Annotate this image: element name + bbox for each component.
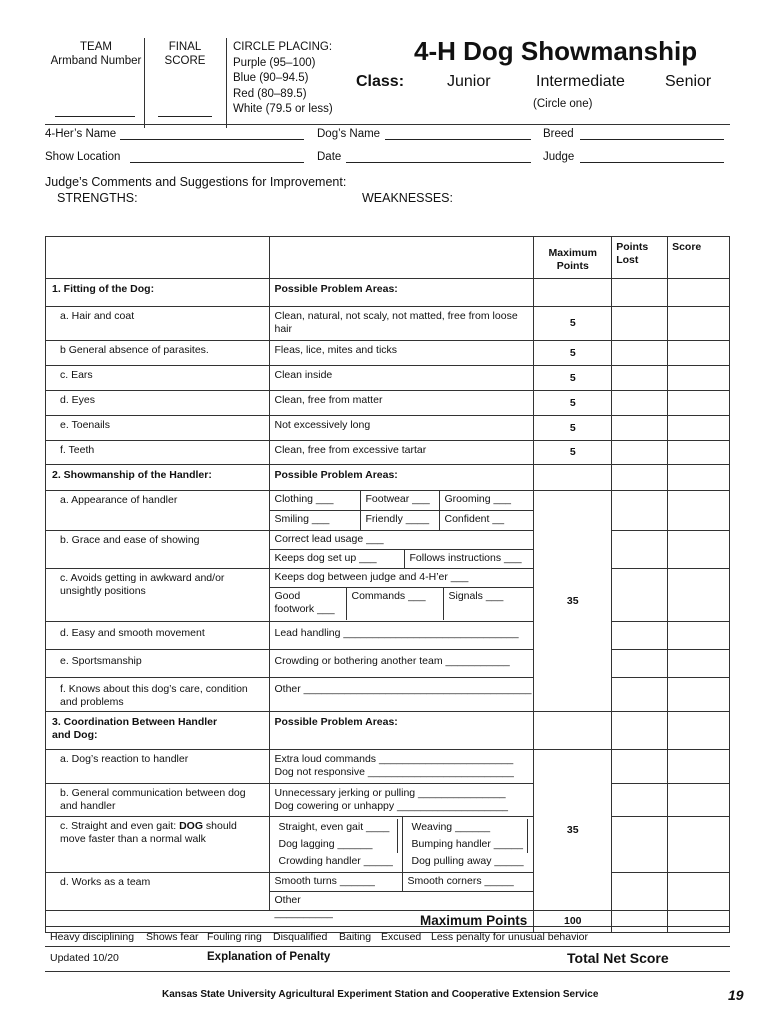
header-rule — [45, 124, 730, 125]
points-parasites: 5 — [534, 341, 612, 366]
problem-ears: Clean inside — [270, 366, 534, 391]
col-score: Score — [668, 237, 730, 279]
score-cell[interactable] — [668, 416, 730, 441]
team-smooth-corners[interactable]: Smooth corners _____ — [407, 875, 514, 887]
score-cell[interactable] — [668, 678, 730, 712]
breed-field[interactable] — [580, 139, 724, 140]
lost-cell[interactable] — [612, 441, 668, 465]
item-teeth: f. Teeth — [46, 441, 270, 465]
problem-dog-reaction — [270, 750, 534, 784]
section-3-problems: Possible Problem Areas: — [270, 712, 534, 750]
score-cell[interactable] — [668, 441, 730, 465]
lost-cell[interactable] — [612, 531, 668, 569]
col-max-points: Maximum Points — [534, 237, 612, 279]
avoids-between-judge[interactable]: Keeps dog between judge and 4-H’er ___ — [274, 571, 469, 583]
lost-cell[interactable] — [612, 817, 668, 873]
grace-follows-instructions[interactable]: Follows instructions ___ — [409, 552, 522, 564]
appearance-grooming[interactable]: Grooming ___ — [444, 493, 512, 505]
date-label: Date — [317, 151, 342, 163]
item-eyes: d. Eyes — [46, 391, 270, 416]
section-1-title: 1. Fitting of the Dog: — [46, 279, 270, 307]
circle-placing-title: CIRCLE PLACING: — [233, 41, 333, 53]
item-sportsmanship: e. Sportsmanship — [46, 650, 270, 678]
gait-text-post: should move faster than a normal walk — [60, 820, 237, 845]
points-ears: 5 — [534, 366, 612, 391]
lost-cell[interactable] — [612, 622, 668, 650]
total-net-score-label: Total Net Score — [567, 950, 669, 966]
appearance-smiling[interactable]: Smiling ___ — [270, 511, 361, 530]
team-smooth-turns[interactable]: Smooth turns ______ — [270, 873, 403, 891]
placing-white: White (79.5 or less) — [233, 103, 333, 115]
class-junior[interactable]: Junior — [447, 73, 491, 90]
lost-cell[interactable] — [612, 366, 668, 391]
section-2-title: 2. Showmanship of the Handler: — [46, 465, 270, 491]
class-label: Class: — [356, 73, 405, 90]
judge-field[interactable] — [580, 162, 724, 163]
avoids-signals[interactable]: Signals ___ — [448, 590, 504, 602]
problem-parasites: Fleas, lice, mites and ticks — [270, 341, 534, 366]
blank-cell — [46, 237, 270, 279]
dog-name-field[interactable] — [385, 139, 531, 140]
item-straight-gait — [46, 817, 270, 873]
avoids-good-footwork[interactable]: Good footwork ___ — [270, 588, 347, 620]
score-cell[interactable] — [668, 873, 730, 911]
section-2-problems: Possible Problem Areas: — [270, 465, 534, 491]
class-senior[interactable]: Senior — [665, 73, 712, 90]
lost-cell[interactable] — [612, 873, 668, 911]
penalty-fear: Shows fear — [146, 931, 199, 943]
points-toenails: 5 — [534, 416, 612, 441]
final-score-line[interactable] — [158, 116, 212, 117]
appearance-friendly[interactable]: Friendly ____ — [361, 511, 440, 530]
score-cell[interactable] — [668, 750, 730, 784]
score-cell[interactable] — [668, 366, 730, 391]
score-cell[interactable] — [668, 531, 730, 569]
page-number: 19 — [728, 987, 744, 1003]
penalty-row — [45, 926, 730, 947]
blank-cell — [668, 465, 730, 491]
problem-communication — [270, 784, 534, 817]
score-cell[interactable] — [668, 784, 730, 817]
points-hair-coat: 5 — [534, 307, 612, 341]
comments-title: Judge’s Comments and Suggestions for Improvement: — [45, 175, 347, 189]
gait-text-bold: DOG — [179, 820, 203, 832]
max-points-label: Maximum Points — [46, 911, 534, 933]
section-3-title: 3. Coordination Between Handler and Dog: — [46, 712, 270, 750]
problem-other[interactable]: Other _______________________________________ — [270, 678, 534, 712]
lost-cell[interactable] — [612, 307, 668, 341]
blank-cell — [534, 712, 612, 750]
lost-cell[interactable] — [612, 569, 668, 622]
item-grace: b. Grace and ease of showing — [46, 531, 270, 569]
score-table — [45, 236, 730, 933]
problem-crowding[interactable]: Crowding or bothering another team ___________ — [270, 650, 534, 678]
lost-cell[interactable] — [612, 784, 668, 817]
lost-cell[interactable] — [612, 491, 668, 531]
final-score-block — [150, 40, 220, 68]
lost-cell[interactable] — [612, 678, 668, 712]
section-1-problems: Possible Problem Areas: — [270, 279, 534, 307]
penalty-less: Less penalty for unusual behavior — [431, 931, 589, 943]
item-appearance: a. Appearance of handler — [46, 491, 270, 531]
score-cell[interactable] — [668, 341, 730, 366]
blank-cell — [612, 465, 668, 491]
points-coordination: 35 — [534, 750, 612, 911]
lost-cell[interactable] — [612, 650, 668, 678]
points-showmanship: 35 — [534, 491, 612, 712]
team-other[interactable]: Other __________ — [274, 894, 333, 919]
team-label-block — [48, 40, 144, 68]
item-toenails: e. Toenails — [46, 416, 270, 441]
blank-cell — [612, 279, 668, 307]
armband-line[interactable] — [55, 116, 135, 117]
penalty-excused: Excused — [381, 931, 422, 943]
problem-appearance — [270, 491, 534, 531]
class-intermediate[interactable]: Intermediate — [536, 73, 625, 90]
gait-dog-pulling[interactable]: Dog pulling away _____ — [411, 855, 524, 867]
lost-cell[interactable] — [612, 416, 668, 441]
grace-keeps-set-up[interactable]: Keeps dog set up ___ — [270, 550, 405, 568]
score-cell[interactable] — [668, 622, 730, 650]
penalty-fouling: Fouling ring — [207, 931, 262, 943]
points-teeth: 5 — [534, 441, 612, 465]
reaction-loud-commands[interactable]: Extra loud commands _______________________ — [274, 753, 514, 765]
lost-cell[interactable] — [612, 391, 668, 416]
lost-cell[interactable] — [612, 750, 668, 784]
score-cell[interactable] — [668, 491, 730, 531]
gait-straight-even[interactable]: Straight, even gait ____ — [274, 819, 398, 836]
date-field[interactable] — [346, 162, 531, 163]
communication-jerking[interactable]: Unnecessary jerking or pulling _______________ — [274, 787, 506, 799]
blank-cell — [668, 712, 730, 750]
max-points-value: 100 — [534, 911, 612, 933]
appearance-confident[interactable]: Confident __ — [444, 513, 505, 525]
problem-lead-handling[interactable]: Lead handling ______________________________ — [270, 622, 534, 650]
problem-toenails: Not excessively long — [270, 416, 534, 441]
item-parasites: b General absence of parasites. — [46, 341, 270, 366]
item-avoids-awkward: c. Avoids getting in awkward and/or unsightly positions — [46, 569, 270, 622]
item-works-team: d. Works as a team — [46, 873, 270, 911]
divider — [144, 38, 145, 128]
blank-cell — [534, 279, 612, 307]
score-cell[interactable] — [668, 569, 730, 622]
explanation-penalty: Explanation of Penalty — [207, 951, 331, 963]
page-title: 4-H Dog Showmanship — [414, 36, 698, 66]
dog-name-label: Dog’s Name — [317, 128, 381, 140]
score-cell[interactable] — [668, 307, 730, 341]
problem-eyes: Clean, free from matter — [270, 391, 534, 416]
item-knows-dog: f. Knows about this dog’s care, condition and problems — [46, 678, 270, 712]
total-row — [45, 946, 730, 972]
appearance-clothing[interactable]: Clothing ___ — [270, 491, 361, 510]
penalty-baiting: Baiting — [339, 931, 372, 943]
show-location-label: Show Location — [45, 151, 121, 163]
score-cell[interactable] — [668, 650, 730, 678]
her-name-field[interactable] — [120, 139, 304, 140]
circle-one-note: (Circle one) — [533, 98, 593, 110]
her-name-label: 4-Her’s Name — [45, 128, 117, 140]
score-cell[interactable] — [668, 817, 730, 873]
blank-cell — [534, 465, 612, 491]
placing-purple: Purple (95–100) — [233, 56, 316, 69]
armband-label: Armband Number — [50, 55, 142, 67]
final-label: FINAL — [168, 41, 202, 53]
placing-blue: Blue (90–94.5) — [233, 72, 309, 84]
credit-line: Kansas State University Agricultural Experiment Station and Cooperative Extension Service — [162, 989, 599, 1000]
team-label: TEAM — [80, 41, 112, 53]
weaknesses-label: WEAKNESSES: — [362, 191, 453, 205]
col-points-lost: Points Lost — [612, 237, 668, 279]
appearance-footwear[interactable]: Footwear ___ — [361, 491, 440, 510]
show-location-field[interactable] — [130, 162, 304, 163]
divider — [226, 38, 227, 128]
points-eyes: 5 — [534, 391, 612, 416]
blank-cell — [612, 712, 668, 750]
problem-avoids-awkward — [270, 569, 534, 622]
gait-weaving[interactable]: Weaving ______ — [407, 819, 528, 836]
gait-dog-lagging[interactable]: Dog lagging ______ — [274, 836, 398, 853]
problem-grace — [270, 531, 534, 569]
penalty-heavy: Heavy disciplining — [50, 931, 135, 943]
strengths-label: STRENGTHS: — [57, 191, 138, 205]
score-label: SCORE — [164, 55, 206, 67]
item-dog-reaction: a. Dog’s reaction to handler — [46, 750, 270, 784]
blank-cell — [668, 279, 730, 307]
gait-text-pre: c. Straight and even gait: — [60, 820, 180, 832]
blank-cell — [270, 237, 534, 279]
gait-bumping-handler[interactable]: Bumping handler _____ — [407, 836, 528, 853]
reaction-not-responsive[interactable]: Dog not responsive _________________________ — [274, 766, 514, 778]
judge-label: Judge — [543, 151, 575, 163]
avoids-commands[interactable]: Commands ___ — [347, 588, 444, 620]
communication-cowering[interactable]: Dog cowering or unhappy ___________________ — [274, 800, 509, 812]
penalty-disqualified: Disqualified — [273, 931, 328, 943]
lost-cell[interactable] — [612, 341, 668, 366]
problem-straight-gait — [270, 817, 534, 873]
problem-works-team — [270, 873, 534, 919]
item-ears: c. Ears — [46, 366, 270, 391]
updated-date: Updated 10/20 — [50, 952, 119, 964]
breed-label: Breed — [543, 128, 574, 140]
item-communication: b. General communication between dog and handler — [46, 784, 270, 817]
score-cell[interactable] — [668, 391, 730, 416]
item-hair-coat: a. Hair and coat — [46, 307, 270, 341]
problem-teeth: Clean, free from excessive tartar — [270, 441, 534, 465]
problem-hair-coat: Clean, natural, not scaly, not matted, free from loose hair — [270, 307, 534, 341]
placing-red: Red (80–89.5) — [233, 87, 307, 100]
circle-placing — [233, 40, 333, 118]
item-smooth-movement: d. Easy and smooth movement — [46, 622, 270, 650]
gait-crowding-handler[interactable]: Crowding handler _____ — [278, 855, 393, 867]
grace-lead-usage[interactable]: Correct lead usage ___ — [274, 533, 384, 545]
